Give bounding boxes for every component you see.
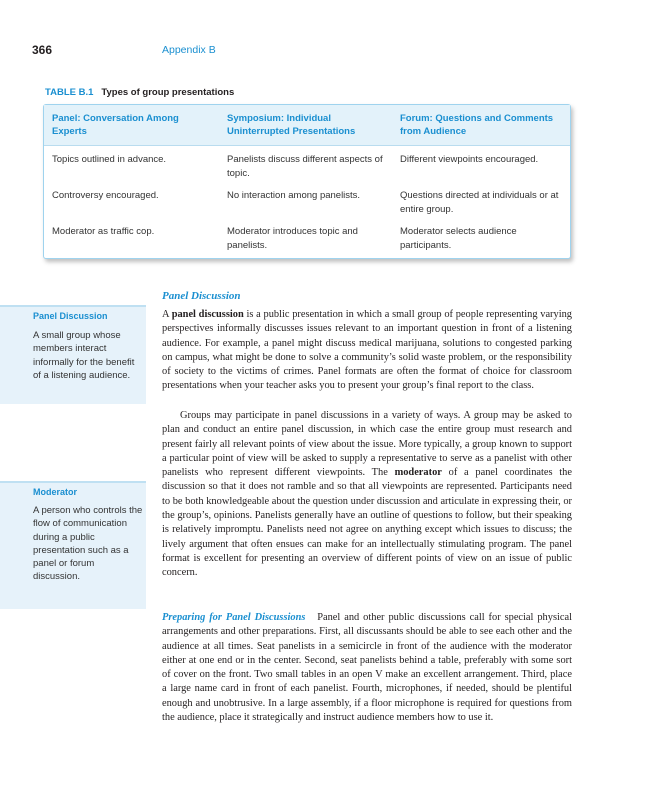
body-paragraph <box>162 409 572 581</box>
table-label: TABLE B.1 <box>45 87 94 98</box>
key-term: moderator <box>394 467 442 479</box>
table-cell: Moderator selects audience participants. <box>400 226 517 251</box>
key-term: panel discussion <box>171 309 244 320</box>
running-head: Appendix B <box>162 44 216 56</box>
glossary-term: Panel Discussion <box>33 311 108 321</box>
table-cell: Moderator as traffic cop. <box>52 226 155 237</box>
table-header-forum: Forum: Questions and Comments from Audience <box>400 113 554 137</box>
table-cell: Topics outlined in advance. <box>52 154 167 165</box>
table-header-row <box>44 105 570 146</box>
glossary-box-panel-discussion <box>0 305 146 404</box>
group-presentations-table <box>43 104 571 259</box>
body-paragraph <box>162 308 572 394</box>
glossary-box-moderator <box>0 481 146 609</box>
paragraph-text: Panel and other public discussions call for special physical arrangements and other preparations. First, all discussants should be able to see each other and the audience at all times. Seat panelists in a semicircle in front of the audience with the moderator either at one end or in the center. Second, seat panelists behind a table, preferably with some sort of cover on the front. Two small tables in an open V make an excellent arrangement. Third, place a large name card in front of each panelist. Fourth, microphones, if needed, should be plentiful enough and unobtrusive. In a large assembly, if a floor microphone is required for questions from the audience, place it strategically and instruct audience members how to use it. <box>162 612 572 724</box>
paragraph-text: is a public presentation in which a small group of people representing varying perspectives informally discusses issues relevant to an important question in front of a listening audience. For example, a panel might discuss medical marijuana, solutions to congested parking on campus, what might be done to solve a community’s solid waste problem, or the responsibility of society to the victims of crimes. Panel formats are often the format of choice for classroom presentations when your teacher asks you to present your group’s final report to the class. <box>162 309 572 392</box>
page-number: 366 <box>32 43 53 57</box>
table-cell: Controversy encouraged. <box>52 190 159 201</box>
section-heading: Panel Discussion <box>162 290 241 302</box>
table-cell: Moderator introduces topic and panelists. <box>227 226 358 251</box>
table-cell: Different viewpoints encouraged. <box>400 154 539 165</box>
paragraph-text: A <box>162 309 172 320</box>
body-paragraph <box>162 611 572 725</box>
table-title: Types of group presentations <box>101 87 235 98</box>
table-caption <box>45 87 234 98</box>
run-in-heading: Preparing for Panel Discussions <box>162 612 306 623</box>
table-cell: Panelists discuss different aspects of topic. <box>227 154 383 179</box>
glossary-term: Moderator <box>33 487 78 497</box>
table-header-symposium: Symposium: Individual Uninterrupted Presentations <box>227 113 356 137</box>
table-header-panel: Panel: Conversation Among Experts <box>52 113 179 137</box>
glossary-definition: A person who controls the flow of communication during a public presentation such as a panel or forum discussion. <box>33 505 143 583</box>
paragraph-text: Groups may participate in panel discussions in a variety of ways. A group may be asked to plan and conduct an entire panel discussion, in which case the entire group must research and present fairly all relevant points of view about the issue. More typically, a group known to support a particular point of view will be asked to supply a representative to serve as a panelist with other panelists who represent different viewpoints. The <box>162 410 572 479</box>
glossary-definition: A small group whose members interact informally for the benefit of a listening audience. <box>33 330 135 381</box>
table-cell: Questions directed at individuals or at entire group. <box>400 190 559 215</box>
table-cell: No interaction among panelists. <box>227 190 361 201</box>
paragraph-text: of a panel coordinates the discussion so that it does not ramble and so that all viewpoints are represented. Participants need to be both knowledgeable about the question under discussion and articulate in expressing their, or the group’s, opinions. Panelists generally have an outline of questions to follow, but their speaking is relatively impromptu. Panelists need not agree on anything except which issues to discuss; the lively argument that often ensues can make for an intellectually stimulating program. The panel format is excellent for presenting an overview of different points of view on an issue of public concern. <box>162 467 572 579</box>
